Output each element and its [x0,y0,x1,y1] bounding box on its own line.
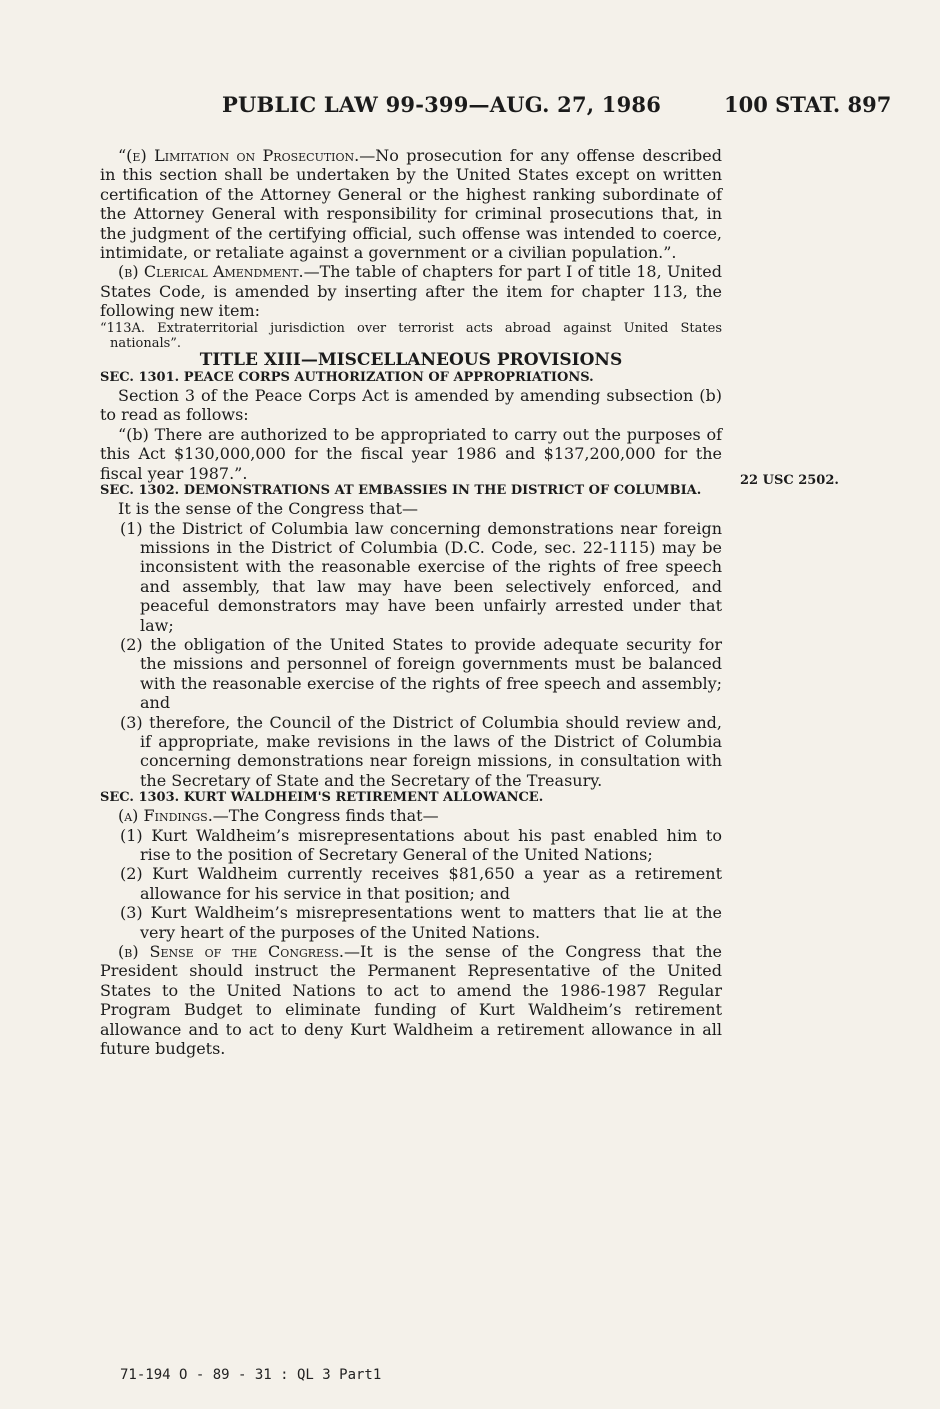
section-1303-sense [100,942,722,1058]
section-1303-heading: SEC. 1303. KURT WALDHEIM'S RETIREMENT ALLOWANCE. [100,790,544,806]
section-1303-findings [100,806,722,825]
subsection-e [100,146,722,262]
stat-page-number: 100 STAT. 897 [724,92,892,117]
subsection-e-heading: “(e) Limitation on Prosecution. [118,146,360,165]
title-heading: TITLE XIII—MISCELLANEOUS PROVISIONS [199,349,623,370]
section-1301-para: Section 3 of the Peace Corps Act is amended by amending subsection (b) to read as follows: [100,386,722,425]
section-1302-item: (1) the District of Columbia law concerning demonstrations near foreign missions in the District of Columbia (D.C. Code, sec. 22-1115) may be inconsistent with the reasonable exercise of the rights of free speech and assembly, that law may have been selectively enforced, and peaceful demonstrators may have been unfairly arrested under that law; [120,518,722,635]
findings-heading: (a) Findings. [118,806,213,826]
sense-text: —It is the sense of the Congress that the President should instruct the Permanent Representative of the United States to the United Nations to act to amend the 1986-1987 Regular Program Budget to eliminate funding of Kurt Waldheim’s retirement allowance and to act to deny Kurt Waldheim a retirement allowance in all future budgets. [100,942,722,1059]
subsection-b-text: —The table of chapters for part I of title 18, United States Code, is amended by inserting after the item for chapter 113, the following new item: [100,262,722,321]
findings-text: —The Congress finds that— [212,806,439,826]
section-1302-item: (3) therefore, the Council of the District of Columbia should review and, if appropriate, make revisions in the laws of the District of Columbia concerning demonstrations near foreign missions, in consultation with the Secretary of State and the Secretary of the Treasury. [120,712,722,790]
chapter-table-item: “113A. Extraterritorial jurisdiction over terrorist acts abroad against United States nationals”. [100,320,722,351]
page-header [0,92,940,126]
section-1302-item: (2) the obligation of the United States to provide adequate security for the missions and personnel of foreign governments must be balanced with the reasonable exercise of the rights of free speech and assembly; and [120,634,722,713]
margin-citation: 22 USC 2502. [740,473,839,488]
section-1302-heading: SEC. 1302. DEMONSTRATIONS AT EMBASSIES IN THE DISTRICT OF COLUMBIA. [100,483,702,499]
section-1301-quote: “(b) There are authorized to be appropriated to carry out the purposes of this Act $130,000,000 for the fiscal year 1986 and $137,200,000 for the fiscal year 1987.”. [100,424,722,483]
page-title: PUBLIC LAW 99-399—AUG. 27, 1986 [222,92,662,117]
subsection-e-text: —No prosecution for any offense described in this section shall be undertaken by the United States except on written certification of the Attorney General or the highest ranking subordinate of the Attorney General with responsibility for criminal prosecutions that, in the judgment of the certifying official, such offense was intended to coerce, intimidate, or retaliate against a government or a civilian population.”. [100,146,723,263]
subsection-b-heading: (b) Clerical Amendment. [118,262,304,282]
subsection-b [100,262,722,320]
document-body [100,146,722,1058]
section-1302-intro: It is the sense of the Congress that— [118,499,418,519]
section-1303-item: (1) Kurt Waldheim’s misrepresentations about his past enabled him to rise to the position of Secretary General of the United Nations; [120,825,722,864]
section-1303-item: (3) Kurt Waldheim’s misrepresentations went to matters that lie at the very heart of the purposes of the United Nations. [120,903,722,942]
section-1303-item: (2) Kurt Waldheim currently receives $81,650 a year as a retirement allowance for his service in that position; and [120,864,722,903]
print-footer: 71-194 O - 89 - 31 : QL 3 Part1 [120,1367,382,1383]
section-1301-heading: SEC. 1301. PEACE CORPS AUTHORIZATION OF APPROPRIATIONS. [100,370,594,386]
sense-heading: (b) Sense of the Congress. [118,942,345,962]
